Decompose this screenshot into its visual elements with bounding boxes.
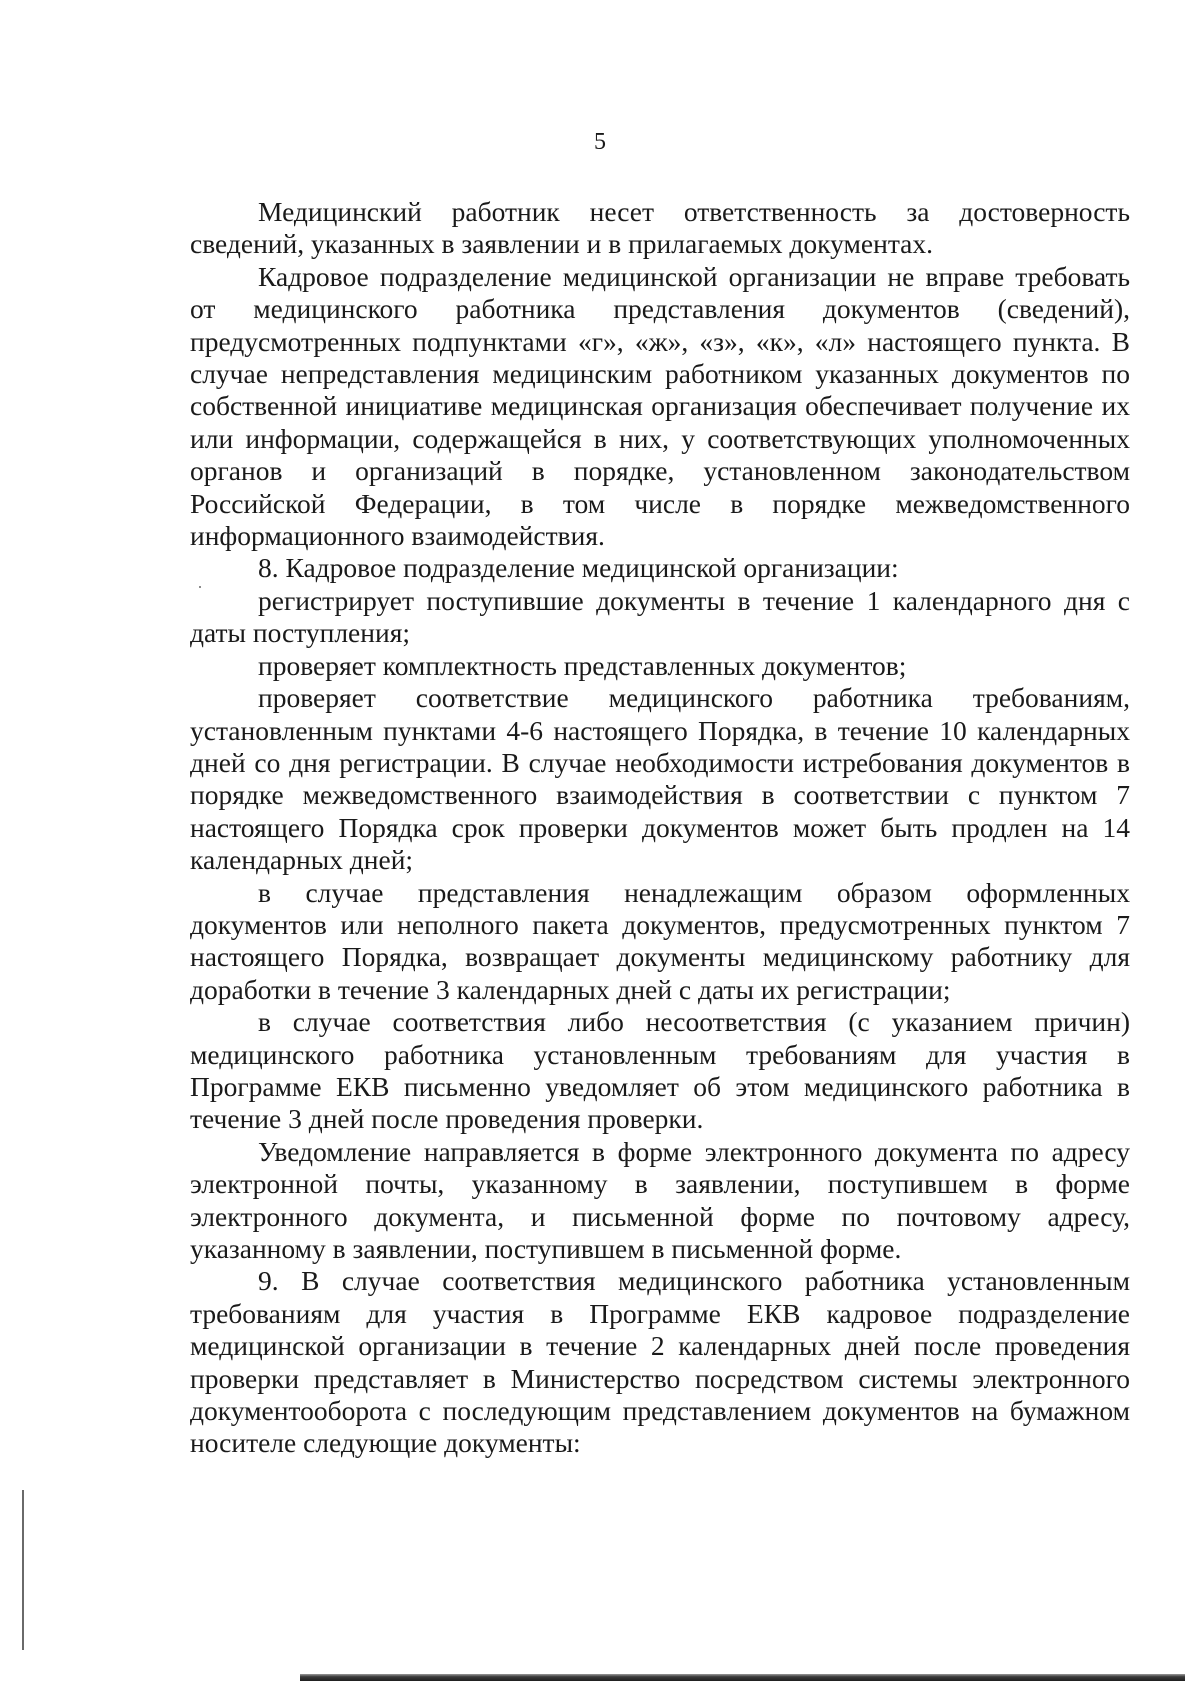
scan-edge-left (22, 1490, 24, 1650)
paragraph-responsibility: Медицинский работник несет ответственность за достоверность сведений, указанных в заявлении и в прилагаемых документах. (190, 196, 1130, 260)
paragraph-notification-duty: в случае соответствия либо несоответствия (с указанием причин) медицинского работника установленным требованиям для участия в Программе ЕКВ письменно уведомляет об этом медицинского работника в течение 3 дней после проведения проверки. (190, 1006, 1130, 1135)
scan-edge-bottom (300, 1674, 1185, 1681)
scan-speck (199, 586, 201, 588)
paragraph-clause-9: 9. В случае соответствия медицинского работника установленным требованиям для участия в Программе ЕКВ кадровое подразделение медицинской организации в течение 2 календарных дней после проведения проверки представляет в Министерство посредством системы электронного документооборота с последующим представлением документов на бумажном носителе следующие документы: (190, 1265, 1130, 1459)
paragraph-notification-form: Уведомление направляется в форме электронного документа по адресу электронной почты, указанному в заявлении, поступившем в форме электронного документа, и письменной форме по почтовому адресу, указанному в заявлении, поступившем в письменной форме. (190, 1135, 1130, 1264)
paragraph-return-documents: в случае представления ненадлежащим образом оформленных документов или неполного пакета документов, предусмотренных пунктом 7 настоящего Порядка, возвращает документы медицинскому работнику для доработки в течение 3 календарных дней с даты их регистрации; (190, 876, 1130, 1005)
paragraph-completeness-check: проверяет комплектность представленных документов; (258, 649, 907, 681)
paragraph-registration: регистрирует поступившие документы в течение 1 календарного дня с даты поступления; (190, 584, 1130, 649)
page-number: 5 (594, 129, 606, 155)
paragraph-clause-8: 8. Кадровое подразделение медицинской организации: (258, 552, 899, 584)
document-body (190, 196, 1130, 1460)
paragraph-requirements-check: проверяет соответствие медицинского работника требованиям, установленным пунктами 4-6 настоящего Порядка, в течение 10 календарных дней со дня регистрации. В случае необходимости истребования документов в порядке межведомственного взаимодействия в соответствии с пунктом 7 настоящего Порядка срок проверки документов может быть продлен на 14 календарных дней; (190, 682, 1130, 876)
paragraph-hr-restrictions: Кадровое подразделение медицинской организации не вправе требовать от медицинского работника представления документов (сведений), предусмотренных подпунктами «г», «ж», «з», «к», «л» настоящего пункта. В случае непредставления медицинским работником указанных документов по собственной инициативе медицинская организация обеспечивает получение их или информации, содержащейся в них, у соответствующих уполномоченных органов и организаций в порядке, установленном законодательством Российской Федерации, в том числе в порядке межведомственного информационного взаимодействия. (190, 260, 1130, 552)
